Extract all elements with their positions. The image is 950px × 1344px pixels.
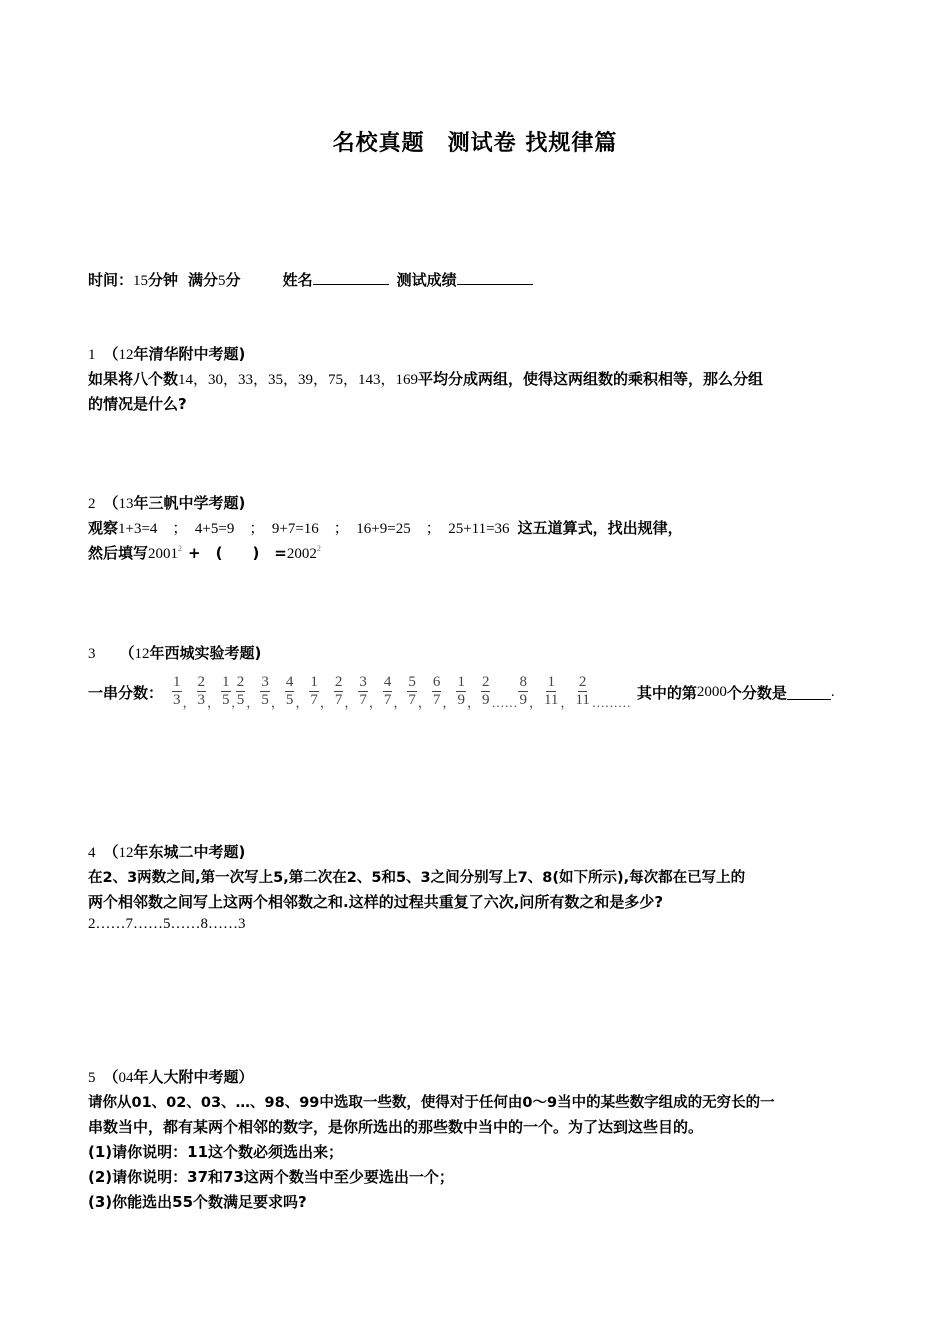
- q1-text-line2: [88, 393, 187, 414]
- fraction: [285, 674, 295, 709]
- q2-exp1: 2: [178, 544, 183, 553]
- fraction: [334, 674, 344, 709]
- fraction: [407, 674, 417, 709]
- score-value: 5: [218, 273, 226, 289]
- q1-heading: [88, 343, 245, 364]
- q4-text-line2: [88, 891, 663, 912]
- q5-line1: 请你从01、02、03、…、98、99中选取一些数，使得对于任何由0～9当中的某些数字组成的无穷长的一: [88, 1095, 775, 1111]
- fraction-numerator: 6: [432, 674, 441, 690]
- q4-line1: 在2、3两数之间,第一次写上5,第二次在2、5和5、3之间分别写上7、8(如下所示),每次都在已写上的: [88, 870, 746, 886]
- fraction: [221, 674, 231, 709]
- q1-text-line1: [88, 368, 763, 389]
- name-label: 姓名: [282, 271, 313, 289]
- fraction-numerator: 2: [481, 674, 490, 690]
- q3-post-pre: 其中的第: [636, 683, 697, 702]
- q1-pre: 如果将八个数: [88, 370, 179, 388]
- q4-number: 4: [88, 845, 96, 861]
- fraction-separator: ……: [491, 694, 518, 710]
- fraction-numerator: 5: [408, 674, 416, 690]
- fraction-denominator: 9: [519, 692, 527, 708]
- fraction-separator: ,: [231, 694, 235, 710]
- q2-base2: 2002: [286, 546, 317, 562]
- fraction-separator: ………: [591, 694, 631, 710]
- q2-equations: 1+3=4 ； 4+5=9 ； 9+7=16 ； 16+9=25 ； 25+11=36: [118, 521, 510, 537]
- q4-line2: 两个相邻数之间写上这两个相邻数之和.这样的过程共重复了六次,问所有数之和是多少?: [88, 893, 664, 911]
- q5-sub1-line: [88, 1141, 343, 1162]
- q3-label: 一串分数：: [88, 683, 164, 702]
- fraction: [260, 674, 270, 709]
- fraction-numerator: 4: [383, 674, 392, 690]
- q1-line2: 的情况是什么?: [88, 395, 187, 413]
- fraction-denominator: 11: [543, 692, 559, 708]
- fraction-denominator: 9: [457, 692, 465, 708]
- time-label: 时间：: [88, 271, 134, 289]
- fraction: [309, 674, 319, 709]
- fraction: [383, 674, 393, 709]
- q2-number: 2: [88, 496, 96, 512]
- fraction: [518, 674, 528, 709]
- fraction-denominator: 7: [383, 692, 392, 708]
- fraction-numerator: 3: [359, 674, 367, 690]
- q4-sequence-line: [88, 916, 246, 933]
- score-label: 满分: [188, 271, 219, 289]
- q4-year: 12: [118, 845, 134, 861]
- q1-paren: （: [103, 345, 119, 363]
- q2-heading: [88, 492, 245, 513]
- q2-plus: + ( ) =: [188, 544, 287, 562]
- fraction-numerator: 4: [285, 674, 294, 690]
- fraction-separator: ，: [528, 694, 542, 710]
- q3-end: .: [830, 683, 835, 700]
- fraction-numerator: 8: [519, 674, 527, 690]
- q5-sub1: (1)请你说明：11这个数必须选出来；: [88, 1143, 344, 1161]
- q2-fill-pre: 然后填写: [88, 544, 149, 562]
- fraction-numerator: 1: [310, 674, 318, 690]
- q1-number: 1: [88, 347, 96, 363]
- result-label: 测试成绩: [396, 271, 457, 289]
- fraction-denominator: 7: [408, 692, 416, 708]
- fraction-separator: ，: [246, 694, 260, 710]
- q3-paren: （: [119, 644, 135, 662]
- fraction: [481, 674, 491, 709]
- q2-text-line1: [88, 517, 683, 538]
- score-unit: 分: [225, 271, 241, 289]
- fraction-separator: ，: [442, 694, 456, 710]
- q5-sub2: (2)请你说明：37和73这两个数当中至少要选出一个；: [88, 1168, 454, 1186]
- result-blank[interactable]: [457, 284, 533, 285]
- fraction: [456, 674, 466, 709]
- fraction-denominator: 7: [359, 692, 367, 708]
- fraction-denominator: 11: [575, 692, 590, 708]
- q4-paren: （: [103, 843, 119, 861]
- fraction-numerator: 2: [236, 674, 245, 690]
- fraction-denominator: 3: [197, 692, 206, 708]
- q5-heading: [88, 1066, 254, 1087]
- fraction-separator: ，: [344, 694, 358, 710]
- fraction-denominator: 7: [432, 692, 441, 708]
- q3-answer-blank[interactable]: [787, 685, 831, 700]
- q5-number: 5: [88, 1070, 96, 1086]
- q2-text-line2: [88, 542, 321, 563]
- q5-line2: 串数当中，都有某两个相邻的数字，是你所选出的那些数中当中的一个。为了达到这些目的。: [88, 1118, 704, 1136]
- fraction-separator: ，: [393, 694, 407, 710]
- fraction-numerator: 1: [173, 674, 181, 690]
- q3-number: 3: [88, 646, 96, 662]
- q5-source: 年人大附中考题）: [133, 1068, 254, 1086]
- test-header: [88, 269, 533, 290]
- fraction-separator: ，: [466, 694, 480, 710]
- q3-text-line: [88, 674, 835, 711]
- q2-exp2: 2: [316, 544, 321, 553]
- q4-heading: [88, 841, 245, 862]
- fraction-denominator: 5: [261, 692, 269, 708]
- fraction-denominator: 5: [222, 692, 230, 708]
- q3-year: 12: [134, 646, 150, 662]
- q5-year: 04: [118, 1070, 134, 1086]
- q1-numbers: 14，30，33，35，39，75，143，169: [178, 372, 419, 388]
- time-value: 15: [133, 273, 149, 289]
- q1-source: 年清华附中考题): [133, 345, 246, 363]
- q5-sub2-line: [88, 1166, 454, 1187]
- q3-heading: [88, 642, 261, 663]
- q4-sequence: 2……7……5……8……3: [88, 916, 246, 932]
- q2-paren: （: [103, 494, 119, 512]
- fraction-denominator: 5: [236, 692, 245, 708]
- q2-observe-post: 这五道算式，找出规律，: [517, 519, 683, 537]
- fraction: [543, 674, 559, 709]
- name-blank[interactable]: [313, 284, 389, 285]
- fraction-denominator: 9: [481, 692, 490, 708]
- q5-paren: （: [103, 1068, 119, 1086]
- fraction: [172, 674, 182, 709]
- fraction-denominator: 7: [310, 692, 318, 708]
- fraction-separator: ，: [417, 694, 431, 710]
- fraction-separator: ，: [295, 694, 309, 710]
- q5-sub3: (3)你能选出55个数满足要求吗?: [88, 1193, 307, 1211]
- fraction: [236, 674, 246, 709]
- fraction-numerator: 2: [197, 674, 206, 690]
- q5-sub3-line: [88, 1191, 307, 1212]
- fraction-separator: ，: [368, 694, 382, 710]
- fraction-numerator: 3: [261, 674, 269, 690]
- fraction-separator: ，: [207, 694, 221, 710]
- time-unit: 分钟: [148, 271, 179, 289]
- fraction-denominator: 3: [173, 692, 181, 708]
- q3-index: 2000: [696, 683, 727, 700]
- q1-post: 平均分成两组，使得这两组数的乘积相等，那么分组: [418, 370, 764, 388]
- fraction-denominator: 7: [334, 692, 343, 708]
- q3-post-post: 个分数是: [726, 683, 787, 702]
- q2-source: 年三帆中学考题): [133, 494, 246, 512]
- fraction-separator: ，: [270, 694, 284, 710]
- fraction: [432, 674, 442, 709]
- q5-text-line1: [88, 1091, 775, 1112]
- fraction-separator: ，: [182, 694, 196, 710]
- q2-observe: 观察: [88, 519, 119, 537]
- fraction-numerator: 1: [547, 674, 555, 690]
- fraction: [358, 674, 368, 709]
- fraction: [574, 674, 590, 709]
- q2-base1: 2001: [148, 546, 179, 562]
- fraction-separator: ，: [319, 694, 333, 710]
- q4-text-line1: [88, 866, 745, 887]
- q3-source: 年西城实验考题): [149, 644, 262, 662]
- fraction: [197, 674, 207, 709]
- fraction-numerator: 2: [578, 674, 587, 690]
- page-title: 名校真题 测试卷 找规律篇: [332, 131, 618, 156]
- fraction-numerator: 1: [457, 674, 465, 690]
- q4-source: 年东城二中考题): [133, 843, 246, 861]
- q1-year: 12: [118, 347, 134, 363]
- q2-year: 13: [118, 496, 134, 512]
- fraction-denominator: 5: [285, 692, 294, 708]
- fraction-numerator: 1: [222, 674, 230, 690]
- fraction-numerator: 2: [334, 674, 343, 690]
- fraction-separator: ，: [560, 694, 574, 710]
- fraction-sequence: [171, 674, 631, 711]
- q5-text-line2: [88, 1116, 703, 1137]
